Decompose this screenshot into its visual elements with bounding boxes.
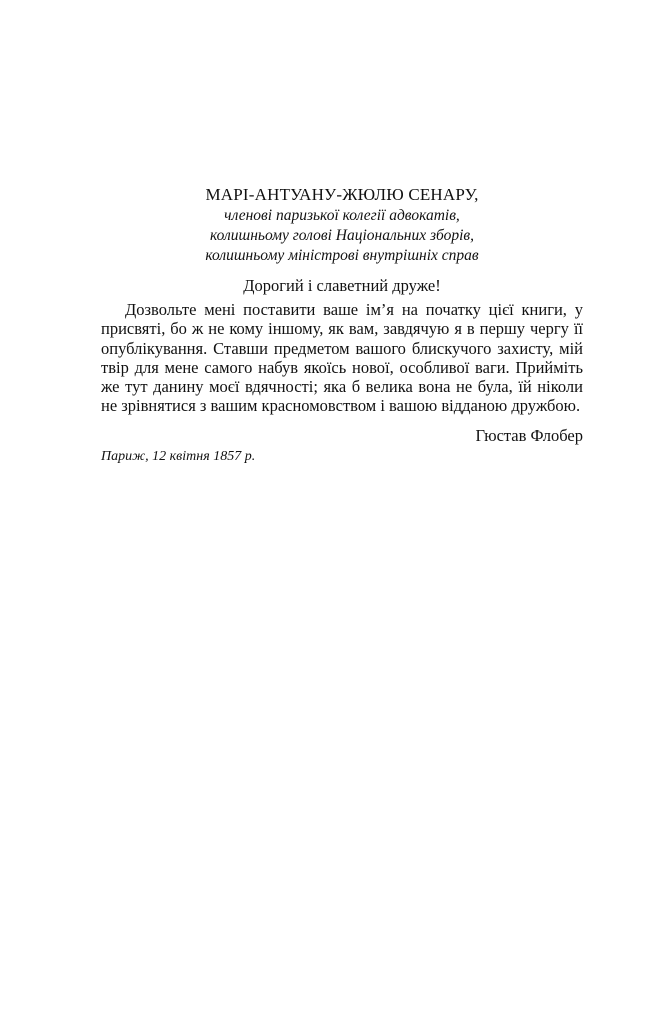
- author-signature: Гюстав Флобер: [475, 425, 583, 445]
- dedicatee-role-3: колишньому міністрові внутрішніх справ: [205, 247, 479, 264]
- dedicatee-role-1: членові паризької колегії адвокатів,: [224, 207, 460, 224]
- dedication-block: [101, 180, 583, 466]
- dedicatee-name: МАРІ-АНТУАНУ-ЖЮЛЮ СЕНАРУ,: [205, 185, 479, 204]
- salutation: Дорогий і славетний друже!: [243, 276, 441, 295]
- dedicatee-roles: [101, 206, 583, 266]
- place-date: Париж, 12 квітня 1857 р.: [101, 448, 256, 464]
- dedication-body: Дозвольте мені поставити ваше ім’я на початку цієї книги, у присвяті, бо ж не кому іншому, як вам, завдячую я в першу чергу її опублікування. Ставши предметом вашого блискучого захисту, мій твір для мене самого набув якоїсь нової, особливої ваги. Прийміть же тут данину моєї вдячності; яка б велика вона не була, їй ніколи не зрівнятися з вашим красномовством і вашою відданою дружбою.: [101, 300, 583, 416]
- dedicatee-role-2: колишньому голові Національних зборів,: [209, 227, 475, 244]
